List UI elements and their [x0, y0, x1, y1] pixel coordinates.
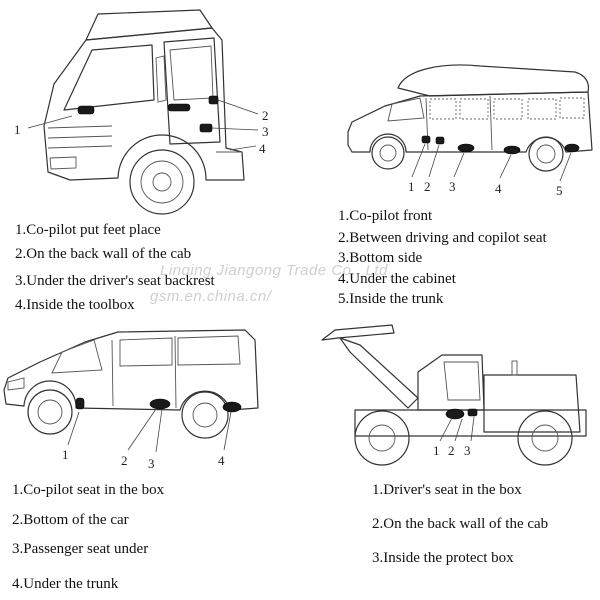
excavator-drawing: [322, 325, 586, 465]
van-marker-1: [422, 136, 430, 143]
van-window: [460, 99, 488, 119]
van-item-1: 1.Co-pilot front: [338, 208, 433, 224]
minivan-callout-4: 4: [218, 453, 225, 468]
truck-marker-2: [168, 104, 190, 111]
excavator-callout-1: 1: [433, 443, 440, 458]
excavator-rear-hub: [532, 425, 558, 451]
van-callout-1: 1: [408, 179, 415, 194]
truck-item-3: 3.Under the driver's seat backrest: [15, 273, 215, 289]
truck-grille-line: [48, 126, 112, 128]
van-drawing: [348, 65, 592, 198]
excavator-cab: [418, 355, 484, 410]
minivan-marker-4: [223, 402, 241, 412]
truck-windshield: [64, 45, 154, 110]
truck-item-4: 4.Inside the toolbox: [15, 297, 135, 313]
truck-headlight: [50, 157, 76, 169]
van-marker-2: [436, 137, 444, 144]
truck-grille-line: [48, 146, 112, 148]
van-callout-5: 5: [556, 183, 563, 198]
minivan-headlight: [8, 378, 24, 390]
excavator-front-wheel: [355, 411, 409, 465]
minivan-drawing: [4, 330, 258, 471]
minivan-item-1: 1.Co-pilot seat in the box: [12, 482, 165, 498]
minivan-leader-2: [128, 409, 156, 450]
van-door-line: [490, 96, 492, 150]
excavator-callout-3: 3: [464, 443, 471, 458]
minivan-marker-2: [150, 399, 170, 409]
minivan-window-middle: [120, 338, 172, 366]
van-callout-4: 4: [495, 181, 502, 196]
van-body-outline: [348, 92, 592, 152]
excavator-boom-top: [322, 325, 394, 340]
truck-leader-4: [230, 146, 256, 150]
minivan-item-3: 3.Passenger seat under: [12, 541, 149, 557]
excavator-item-1: 1.Driver's seat in the box: [372, 482, 522, 498]
van-rear-hub: [537, 145, 555, 163]
excavator-leader-3: [471, 417, 474, 441]
excavator-leader-2: [455, 419, 462, 441]
watermark-company: Linqing Jiangong Trade Co., Ltd: [160, 262, 388, 279]
van-item-3: 3.Bottom side: [338, 250, 423, 266]
minivan-window-rear: [178, 336, 240, 365]
excavator-marker-2: [468, 409, 477, 416]
truck-callout-3: 3: [262, 124, 269, 139]
truck-drawing: [14, 10, 269, 214]
excavator-arm: [340, 338, 418, 408]
van-window: [560, 98, 584, 118]
minivan-rear-hub: [193, 403, 217, 427]
excavator-item-3: 3.Inside the protect box: [372, 550, 514, 566]
van-leader-2: [429, 145, 439, 177]
excavator-leader-1: [440, 418, 452, 441]
truck-marker-3: [200, 124, 212, 132]
van-window: [430, 99, 456, 119]
minivan-callout-2: 2: [121, 453, 128, 468]
truck-roof-visor: [86, 10, 212, 40]
van-item-5: 5.Inside the trunk: [338, 291, 444, 307]
minivan-door-line: [112, 340, 113, 406]
van-window: [494, 99, 522, 119]
minivan-rear-wheel: [182, 392, 228, 438]
van-front-hub: [380, 145, 396, 161]
van-item-4: 4.Under the cabinet: [338, 271, 456, 287]
minivan-front-wheel: [28, 390, 72, 434]
minivan-door-line: [175, 336, 176, 408]
truck-mirror: [156, 56, 166, 102]
van-leader-5: [560, 153, 571, 181]
truck-item-1: 1.Co-pilot put feet place: [15, 222, 161, 238]
van-callout-3: 3: [449, 179, 456, 194]
truck-item-2: 2.On the back wall of the cab: [15, 246, 192, 262]
excavator-callout-2: 2: [448, 443, 455, 458]
truck-wheel-rim: [141, 161, 183, 203]
truck-callout-4: 4: [259, 141, 266, 156]
watermark-url: gsm.en.china.cn/: [150, 288, 272, 305]
van-windshield: [388, 98, 424, 121]
van-leader-4: [500, 155, 511, 178]
van-roof-cap: [398, 65, 588, 96]
van-rear-wheel: [529, 137, 563, 171]
van-leader-3: [454, 153, 464, 177]
truck-grille-line: [48, 136, 112, 138]
van-item-2: 2.Between driving and copilot seat: [338, 230, 547, 246]
truck-marker-2b: [209, 96, 218, 104]
truck-door-window: [170, 46, 213, 100]
excavator-item-2: 2.On the back wall of the cab: [372, 516, 549, 532]
excavator-rear-wheel: [518, 411, 572, 465]
truck-callout-2: 2: [262, 108, 269, 123]
van-marker-4: [504, 146, 520, 154]
minivan-item-4: 4.Under the trunk: [12, 576, 119, 592]
minivan-callout-3: 3: [148, 456, 155, 471]
excavator-engine-box: [484, 375, 580, 432]
minivan-marker-1: [76, 398, 84, 409]
minivan-front-hub: [38, 400, 62, 424]
van-window: [528, 99, 556, 119]
minivan-callout-1: 1: [62, 447, 69, 462]
van-callout-2: 2: [424, 179, 431, 194]
truck-callout-1: 1: [14, 122, 21, 137]
truck-wheel-tire: [130, 150, 194, 214]
minivan-item-2: 2.Bottom of the car: [12, 512, 129, 528]
van-marker-3: [458, 144, 474, 152]
truck-leader-1: [28, 116, 72, 128]
minivan-leader-3: [156, 409, 162, 452]
van-marker-5: [565, 144, 579, 152]
excavator-cab-window: [444, 362, 480, 400]
van-front-wheel: [372, 137, 404, 169]
excavator-exhaust: [512, 361, 517, 375]
minivan-leader-1: [68, 412, 79, 445]
truck-wheel-hub: [153, 173, 171, 191]
excavator-marker-1: [446, 409, 464, 419]
truck-marker-1: [78, 106, 94, 114]
van-leader-1: [412, 144, 425, 177]
excavator-front-hub: [369, 425, 395, 451]
